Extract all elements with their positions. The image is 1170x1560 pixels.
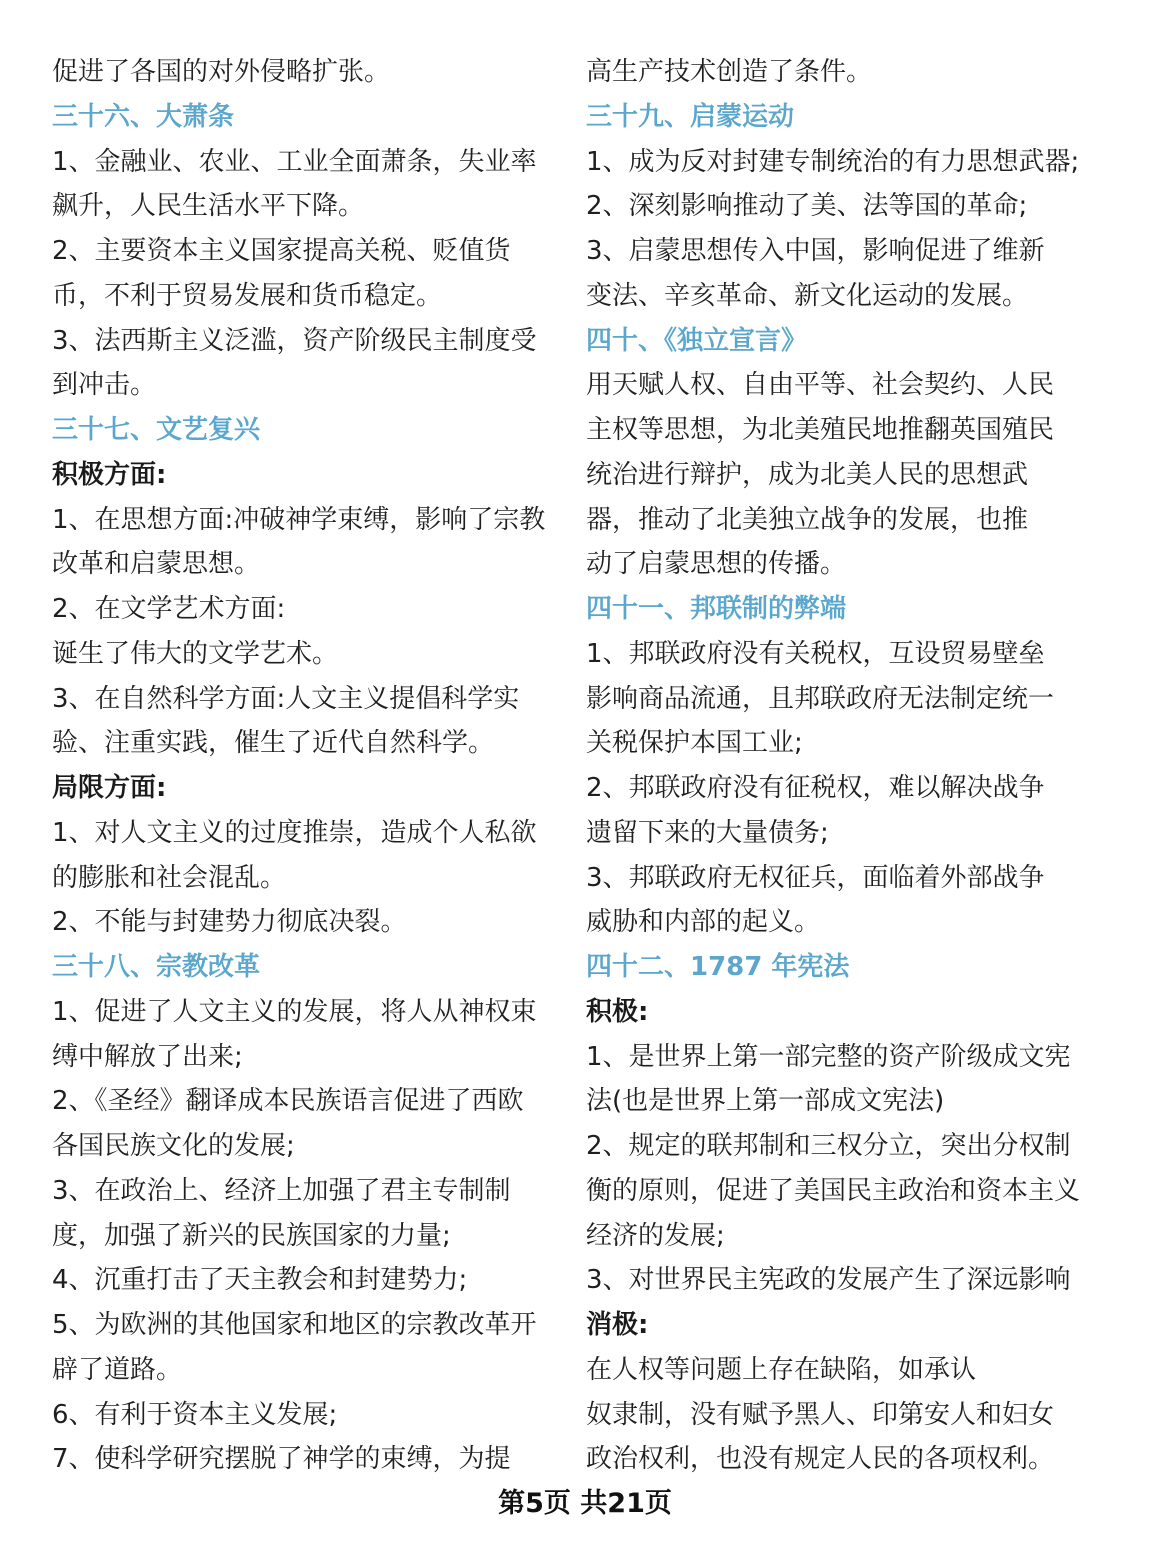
text-line: 5、为欧洲的其他国家和地区的宗教改革开 <box>52 1310 537 1340</box>
text-line: 6、有利于资本主义发展; <box>52 1399 338 1430</box>
text-line: 1、是世界上第一部完整的资产阶级成文宪 <box>586 1041 1071 1072</box>
section-heading: 四十、《独立宣言》 <box>586 325 808 356</box>
text-line: 2、邦联政府没有征税权，难以解决战争 <box>586 773 1045 803</box>
text-line: 遗留下来的大量债务; <box>586 817 829 848</box>
text-line: 影响商品流通，且邦联政府无法制定统一 <box>586 683 1055 714</box>
text-line: 关税保护本国工业; <box>586 728 803 759</box>
section-heading: 四十一、邦联制的弊端 <box>586 594 847 624</box>
text-line: 2、主要资本主义国家提高关税、贬值货 <box>52 236 511 266</box>
subsection-label: 局限方面: <box>52 773 167 803</box>
text-line: 1、邦联政府没有关税权，互设贸易壁垒 <box>586 638 1045 669</box>
text-line: 3、对世界民主宪政的发展产生了深远影响 <box>586 1265 1071 1296</box>
text-line: 1、在思想方面:冲破神学束缚，影响了宗教 <box>52 504 546 535</box>
text-line: 2、深刻影响推动了美、法等国的革命; <box>586 191 1028 222</box>
text-line: 器，推动了北美独立战争的发展，也推 <box>586 504 1029 535</box>
text-line: 3、邦联政府无权征兵，面临着外部战争 <box>586 862 1045 893</box>
text-line: 威胁和内部的起义。 <box>586 907 821 938</box>
text-line: 诞生了伟大的文学艺术。 <box>52 638 339 669</box>
text-line: 4、沉重打击了天主教会和封建势力; <box>52 1265 468 1296</box>
text-line: 辟了道路。 <box>52 1354 183 1385</box>
left-column <box>52 50 576 1482</box>
text-line: 2、《圣经》翻译成本民族语言促进了西欧 <box>52 1086 524 1117</box>
text-line: 3、启蒙思想传入中国，影响促进了维新 <box>586 236 1045 266</box>
section-heading: 三十七、文艺复兴 <box>52 415 261 445</box>
text-line: 2、不能与封建势力彻底决裂。 <box>52 907 407 938</box>
text-line: 7、使科学研究摆脱了神学的束缚，为提 <box>52 1444 511 1475</box>
section-heading: 四十二、1787 年宪法 <box>586 952 850 982</box>
text-line: 高生产技术创造了条件。 <box>586 57 873 87</box>
text-line: 变法、辛亥革命、新文化运动的发展。 <box>586 280 1029 311</box>
text-line: 衡的原则，促进了美国民主政治和资本主义 <box>586 1175 1081 1206</box>
text-line: 到冲击。 <box>52 370 157 401</box>
subsection-label: 消极: <box>586 1310 649 1340</box>
text-line: 缚中解放了出来; <box>52 1041 243 1072</box>
text-line: 的膨胀和社会混乱。 <box>52 862 287 893</box>
text-line: 统治进行辩护，成为北美人民的思想武 <box>586 459 1029 490</box>
text-line: 1、金融业、农业、工业全面萧条，失业率 <box>52 146 537 177</box>
page-number-footer: 第5页 共21页 <box>498 1488 672 1519</box>
subsection-label: 积极方面: <box>52 459 167 490</box>
text-line: 动了启蒙思想的传播。 <box>586 549 847 580</box>
text-line: 促进了各国的对外侵略扩张。 <box>52 57 391 87</box>
text-line: 币，不利于贸易发展和货币稳定。 <box>52 280 443 311</box>
text-line: 3、法西斯主义泛滥，资产阶级民主制度受 <box>52 325 537 356</box>
text-line: 奴隶制，没有赋予黑人、印第安人和妇女 <box>586 1399 1055 1430</box>
section-heading: 三十九、启蒙运动 <box>586 101 795 132</box>
text-line: 主权等思想，为北美殖民地推翻英国殖民 <box>586 415 1055 445</box>
text-line: 经济的发展; <box>586 1220 725 1251</box>
text-line: 政治权利，也没有规定人民的各项权利。 <box>586 1444 1055 1475</box>
text-line: 在人权等问题上存在缺陷，如承认 <box>586 1354 977 1385</box>
text-line: 1、促进了人文主义的发展，将人从神权束 <box>52 996 537 1027</box>
text-line: 2、规定的联邦制和三权分立，突出分权制 <box>586 1131 1071 1161</box>
text-line: 2、在文学艺术方面: <box>52 594 286 624</box>
text-line: 改革和启蒙思想。 <box>52 549 261 580</box>
text-line: 飙升，人民生活水平下降。 <box>52 191 365 222</box>
text-line: 验、注重实践，催生了近代自然科学。 <box>52 728 495 759</box>
text-line: 各国民族文化的发展; <box>52 1131 295 1161</box>
text-line: 度，加强了新兴的民族国家的力量; <box>52 1220 451 1251</box>
text-line: 用天赋人权、自由平等、社会契约、人民 <box>586 370 1055 401</box>
section-heading: 三十八、宗教改革 <box>52 952 261 982</box>
text-line: 1、对人文主义的过度推崇，造成个人私欲 <box>52 817 537 848</box>
text-line: 1、成为反对封建专制统治的有力思想武器; <box>586 146 1080 177</box>
subsection-label: 积极: <box>586 996 649 1027</box>
text-line: 3、在自然科学方面:人文主义提倡科学实 <box>52 683 520 714</box>
section-heading: 三十六、大萧条 <box>52 101 235 132</box>
text-line: 法(也是世界上第一部成文宪法) <box>586 1086 945 1117</box>
text-line: 3、在政治上、经济上加强了君主专制制 <box>52 1175 511 1206</box>
right-column <box>586 50 1126 1482</box>
